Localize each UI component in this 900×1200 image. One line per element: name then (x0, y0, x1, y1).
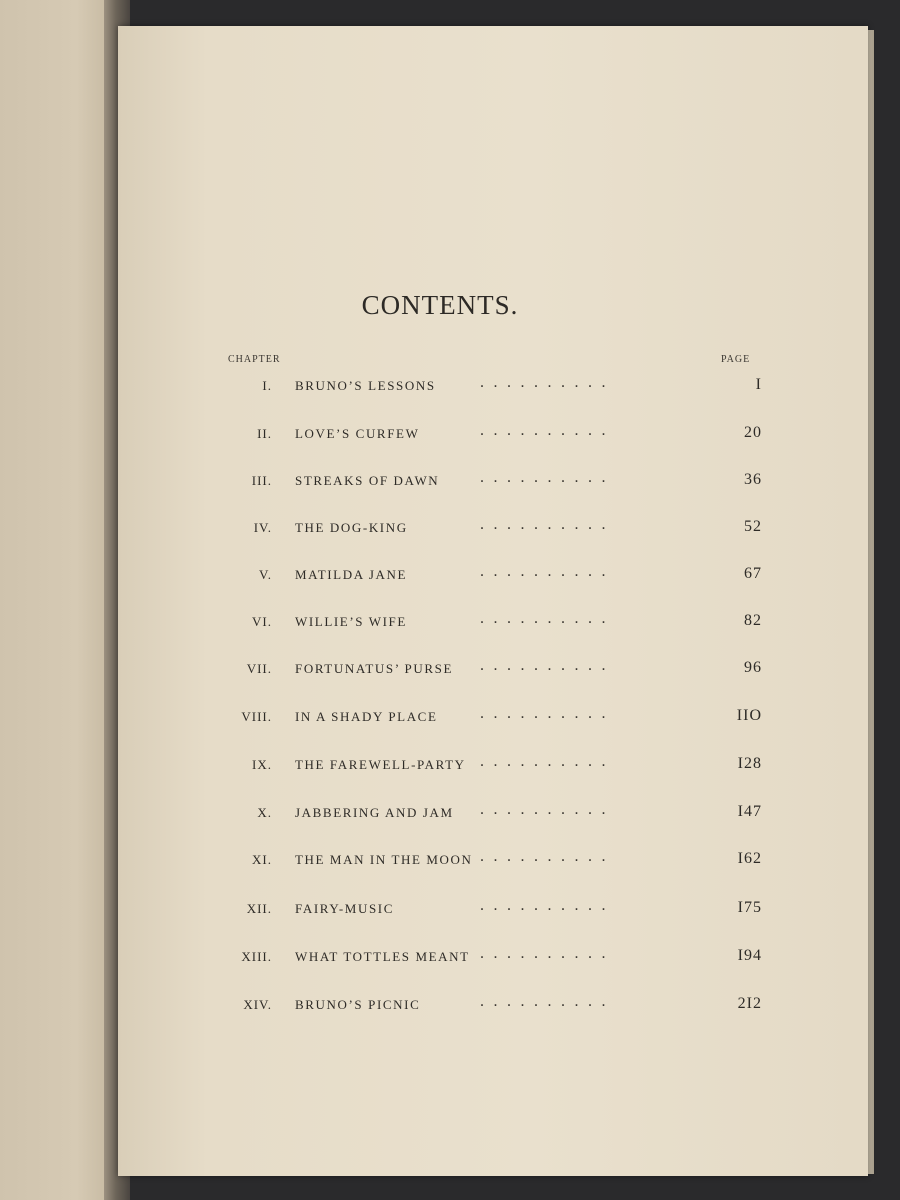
toc-entry (0, 945, 900, 969)
chapter-number: X. (257, 805, 272, 820)
toc-entry (0, 422, 900, 446)
toc-entry (0, 848, 900, 872)
dot-leader: .......... (480, 993, 615, 1010)
chapter-title: IN A SHADY PLACE (295, 709, 438, 724)
page-column-header: PAGE (721, 354, 751, 365)
dot-leader: .......... (480, 705, 615, 722)
dot-leader: .......... (480, 422, 615, 439)
dot-leader: .......... (480, 848, 615, 865)
chapter-title: BRUNO’S PICNIC (295, 997, 421, 1012)
toc-entry (0, 657, 900, 681)
toc-entry (0, 753, 900, 777)
dot-leader: .......... (480, 897, 615, 914)
dot-leader: .......... (480, 516, 615, 533)
page-number: 20 (744, 424, 762, 441)
toc-entry (0, 993, 900, 1017)
dot-leader: .......... (480, 469, 615, 486)
chapter-title: FORTUNATUS’ PURSE (295, 661, 454, 676)
toc-entry (0, 516, 900, 540)
page-number: 82 (744, 612, 762, 629)
page-number: I28 (737, 755, 762, 772)
chapter-title: BRUNO’S LESSONS (295, 378, 436, 393)
dot-leader: .......... (480, 801, 615, 818)
chapter-title: WILLIE’S WIFE (295, 614, 407, 629)
toc-entry (0, 801, 900, 825)
chapter-title: MATILDA JANE (295, 567, 408, 582)
page-number: IIO (736, 707, 762, 724)
dot-leader: .......... (480, 374, 615, 391)
chapter-number: XII. (246, 901, 272, 916)
chapter-title: LOVE’S CURFEW (295, 426, 420, 441)
chapter-title: THE DOG-KING (295, 520, 408, 535)
dot-leader: .......... (480, 610, 615, 627)
chapter-title: THE FAREWELL-PARTY (295, 757, 466, 772)
chapter-number: VI. (252, 614, 272, 629)
chapter-number: IX. (252, 757, 272, 772)
dot-leader: .......... (480, 945, 615, 962)
dot-leader: .......... (480, 657, 615, 674)
page-number: 36 (744, 471, 762, 488)
page-number: 96 (744, 659, 762, 676)
page-number: I (755, 376, 762, 393)
chapter-number: VII. (246, 661, 272, 676)
chapter-number: XI. (252, 852, 272, 867)
dot-leader: .......... (480, 753, 615, 770)
page-number: 2I2 (737, 995, 762, 1012)
toc-entry (0, 897, 900, 921)
toc-entry (0, 469, 900, 493)
chapter-title: THE MAN IN THE MOON (295, 852, 473, 867)
page-number: 52 (744, 518, 762, 535)
chapter-title: FAIRY-MUSIC (295, 901, 394, 916)
dot-leader: .......... (480, 563, 615, 580)
chapter-title: WHAT TOTTLES MEANT (295, 949, 470, 964)
toc-entry (0, 563, 900, 587)
page-number: I75 (737, 899, 762, 916)
chapter-number: XIV. (243, 997, 272, 1012)
toc-entry (0, 705, 900, 729)
chapter-number: XIII. (241, 949, 272, 964)
chapter-number: VIII. (241, 709, 272, 724)
page-number: I94 (737, 947, 762, 964)
toc-entry (0, 374, 900, 398)
chapter-column-header: CHAPTER (228, 354, 281, 365)
chapter-number: II. (257, 426, 272, 441)
chapter-number: IV. (253, 520, 272, 535)
page-number: I62 (737, 850, 762, 867)
chapter-number: I. (262, 378, 272, 393)
page-number: 67 (744, 565, 762, 582)
chapter-title: JABBERING AND JAM (295, 805, 454, 820)
chapter-number: V. (259, 567, 272, 582)
toc-entry (0, 610, 900, 634)
chapter-title: STREAKS OF DAWN (295, 473, 440, 488)
page-title: CONTENTS. (361, 290, 519, 320)
chapter-number: III. (251, 473, 272, 488)
page-number: I47 (737, 803, 762, 820)
